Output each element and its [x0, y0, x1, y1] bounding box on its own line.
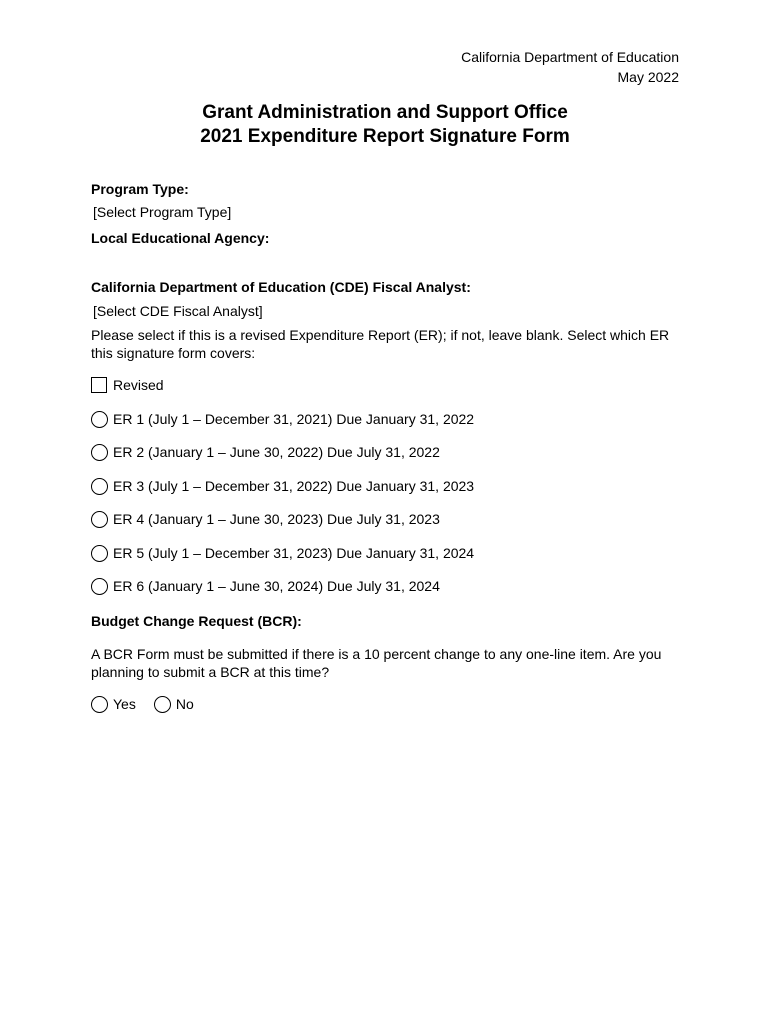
fiscal-analyst-label: California Department of Education (CDE) Fiscal Analyst: [91, 279, 471, 295]
form-title-line-2: 2021 Expenditure Report Signature Form [200, 126, 570, 147]
er-option-label: ER 1 (July 1 – December 31, 2021) Due January 31, 2022 [113, 411, 475, 427]
fiscal-analyst-select[interactable]: [Select CDE Fiscal Analyst] [93, 303, 263, 319]
bcr-label: Budget Change Request (BCR): [91, 613, 302, 629]
bcr-no-radio[interactable] [154, 696, 171, 713]
er-option-1[interactable] [91, 410, 474, 428]
er-option-label: ER 4 (January 1 – June 30, 2023) Due July 31, 2023 [113, 511, 440, 527]
bcr-yes-radio[interactable] [91, 696, 108, 713]
er-option-4[interactable] [91, 510, 440, 528]
bcr-no-option[interactable] [154, 695, 194, 713]
revised-option[interactable] [91, 376, 164, 394]
instructions-text: Please select if this is a revised Expenditure Report (ER); if not, leave blank. Select which ER this signature form covers: [91, 327, 670, 361]
document-date: May 2022 [617, 69, 679, 85]
bcr-yes-label: Yes [113, 696, 136, 712]
bcr-description: A BCR Form must be submitted if there is a 10 percent change to any one-line item. Are you planning to submit a BCR at this time? [91, 646, 662, 680]
document-header [461, 47, 679, 87]
department-name: California Department of Education [461, 49, 679, 65]
er-option-6[interactable] [91, 577, 440, 595]
revised-checkbox[interactable] [91, 377, 107, 393]
er-1-radio[interactable] [91, 411, 108, 428]
bcr-choices [91, 695, 194, 713]
er-3-radio[interactable] [91, 478, 108, 495]
er-option-5[interactable] [91, 544, 474, 562]
program-type-select[interactable]: [Select Program Type] [93, 204, 232, 220]
er-option-3[interactable] [91, 477, 474, 495]
er-option-label: ER 2 (January 1 – June 30, 2022) Due July 31, 2022 [113, 444, 440, 460]
revised-label: Revised [113, 377, 164, 393]
form-title-line-1: Grant Administration and Support Office [202, 102, 568, 123]
program-type-label: Program Type: [91, 181, 189, 197]
er-4-radio[interactable] [91, 511, 108, 528]
bcr-no-label: No [175, 696, 194, 712]
er-option-label: ER 3 (July 1 – December 31, 2022) Due January 31, 2023 [113, 478, 475, 494]
er-option-label: ER 6 (January 1 – June 30, 2024) Due July 31, 2024 [113, 578, 440, 594]
er-option-label: ER 5 (July 1 – December 31, 2023) Due January 31, 2024 [113, 545, 475, 561]
er-5-radio[interactable] [91, 545, 108, 562]
er-option-2[interactable] [91, 443, 440, 461]
lea-label: Local Educational Agency: [91, 230, 270, 246]
er-6-radio[interactable] [91, 578, 108, 595]
er-2-radio[interactable] [91, 444, 108, 461]
bcr-yes-option[interactable] [91, 695, 136, 713]
